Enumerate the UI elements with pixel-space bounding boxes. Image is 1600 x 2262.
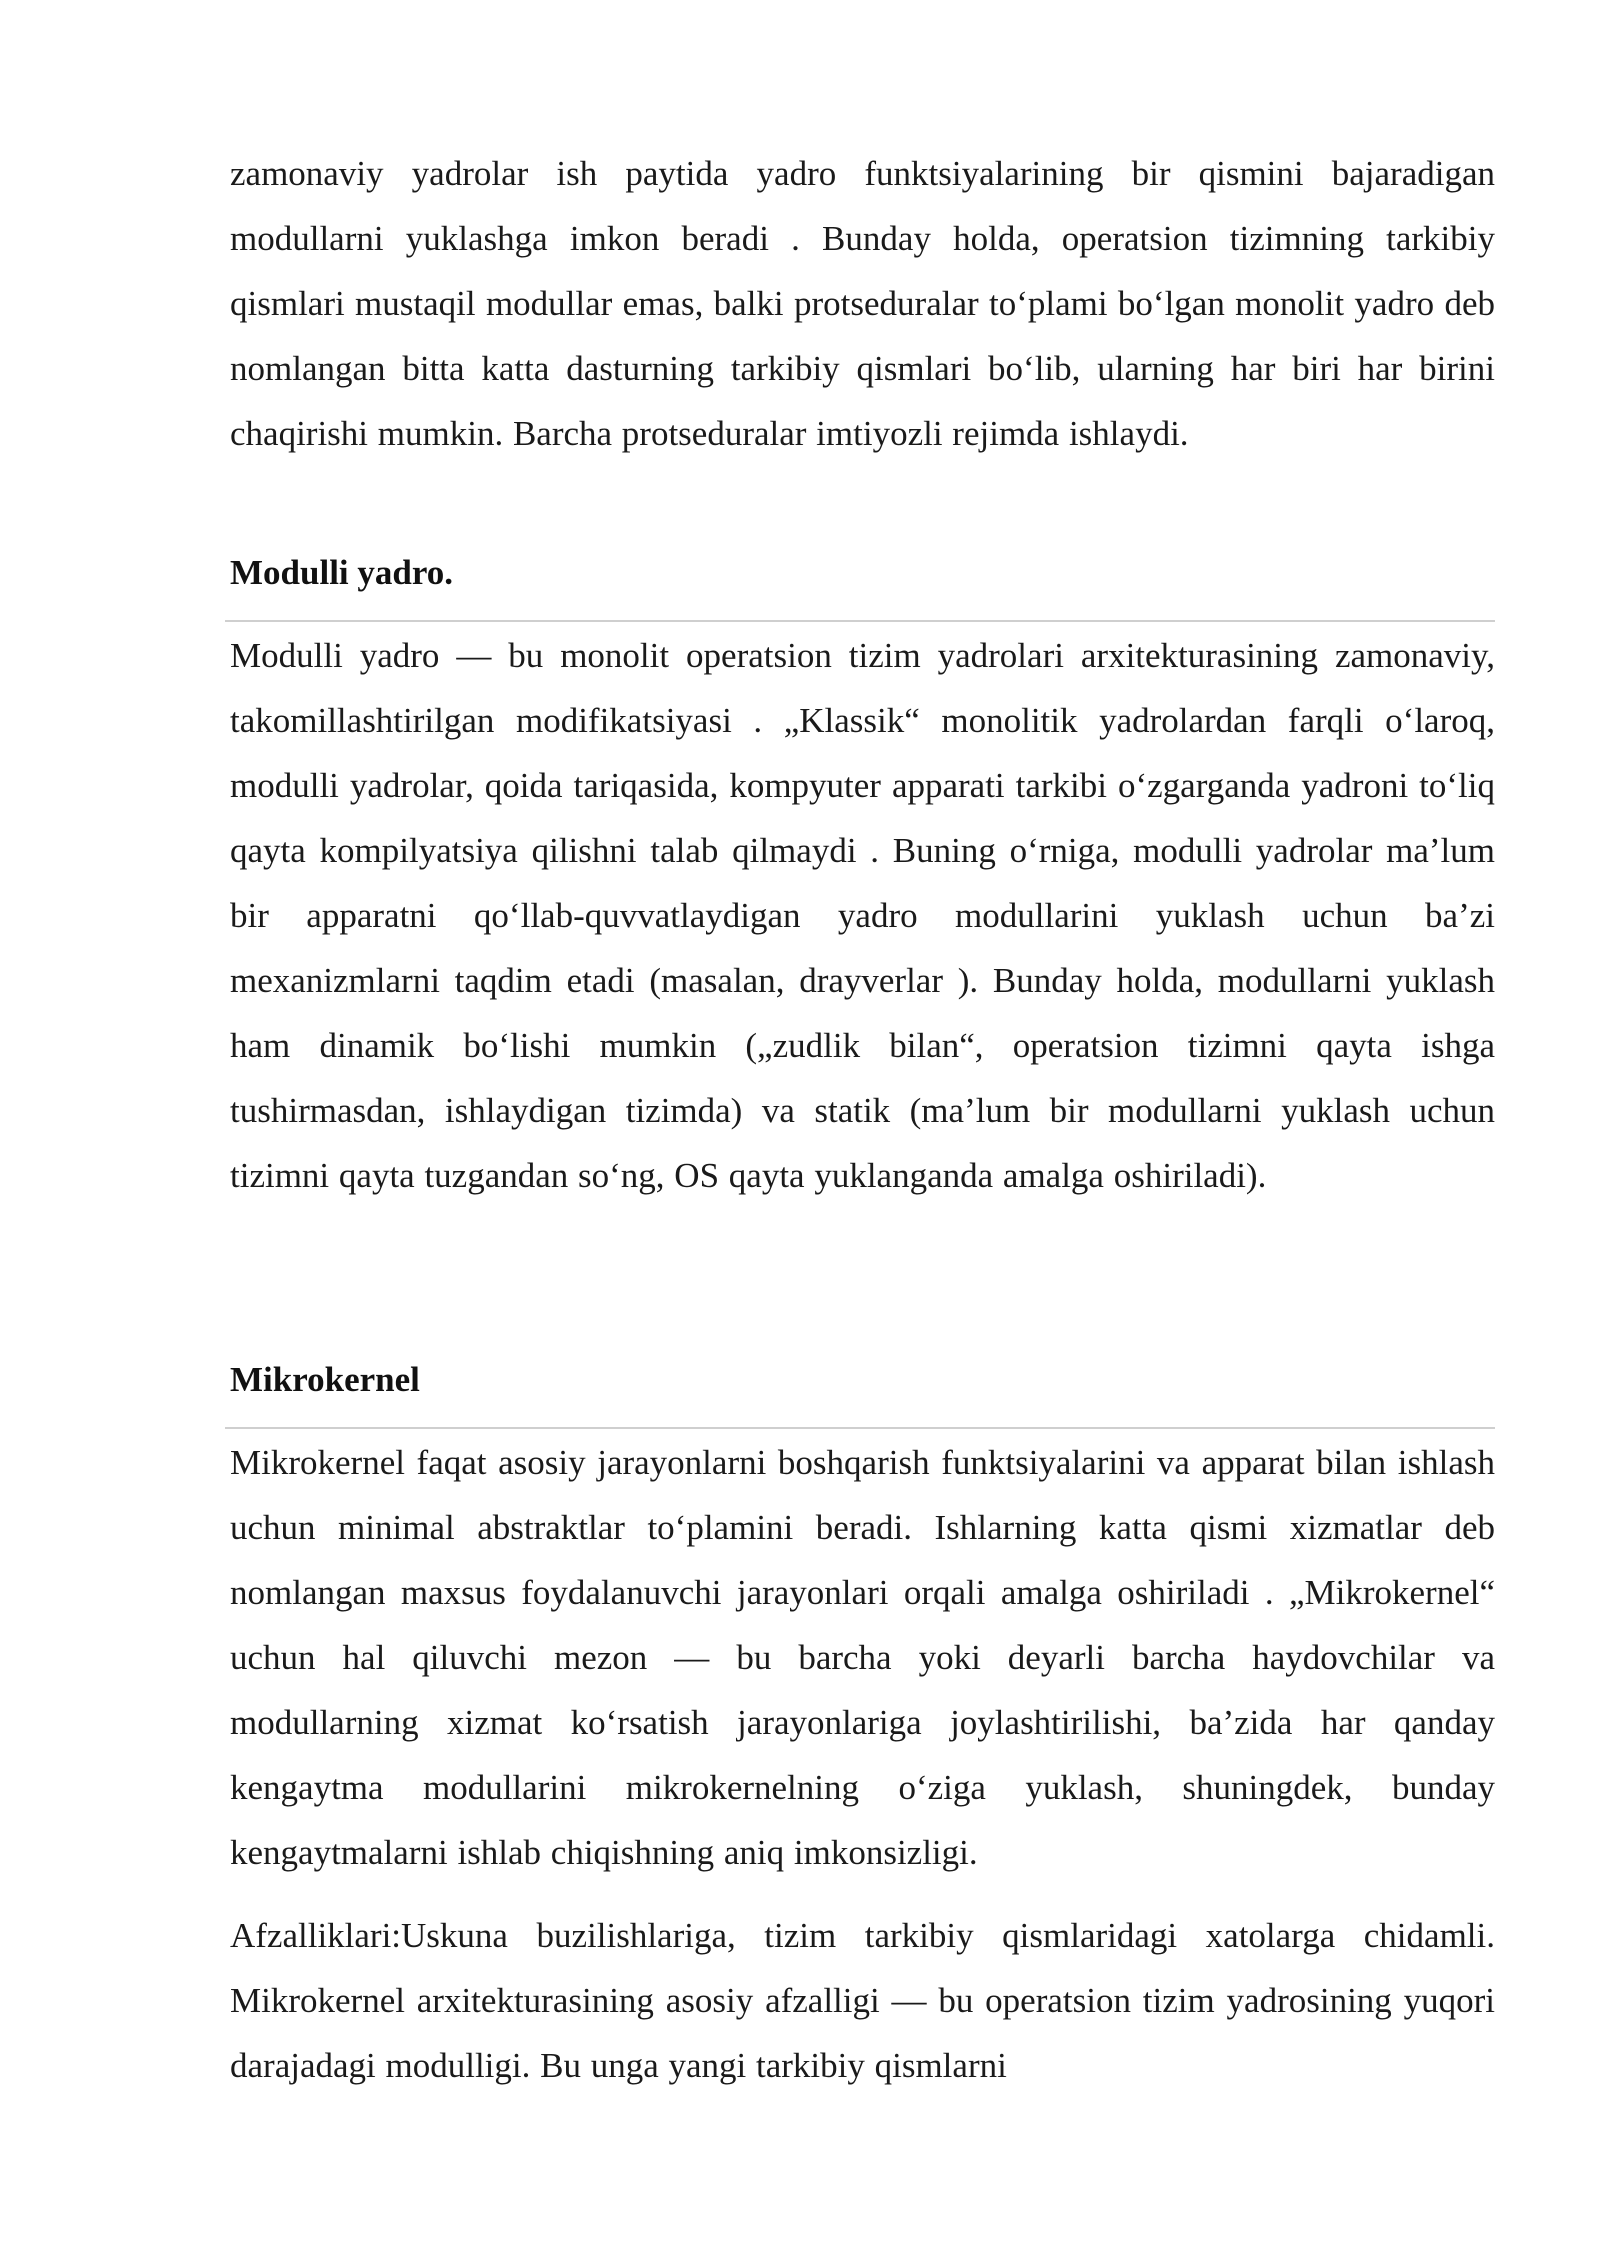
body-paragraph: Mikrokernel faqat asosiy jarayonlarni boshqarish funktsiyalarini va apparat bilan ishlash uchun minimal abstraktlar to‘plamini beradi. Ishlarning katta qismi xizmatlar deb nomlangan maxsus foydalanuvchi jarayonlari orqali amalga oshiriladi . „Mikrokernel“ uchun hal qiluvchi mezon — bu barcha yoki deyarli barcha haydovchilar va modullarning xizmat ko‘rsatish jarayonlariga joylashtirilishi, ba’zida har qanday kengaytma modullarini mikrokernelning o‘ziga yuklash, shuningdek, bunday kengaytmalarni ishlab chiqishning aniq imkonsizligi.: [230, 1443, 1495, 1872]
section-heading-mikrokernel: Mikrokernel: [230, 1360, 420, 1399]
section-heading-modulli-yadro: [230, 540, 453, 605]
body-paragraph: Modulli yadro — bu monolit operatsion tizim yadrolari arxitekturasining zamonaviy, takomillashtirilgan modifikatsiyasi . „Klassik“ monolitik yadrolardan farqli o‘laroq, modulli yadrolar, qoida tariqasida, kompyuter apparati tarkibi o‘zgarganda yadroni to‘liq qayta kompilyatsiya qilishni talab qilmaydi . Buning o‘rniga, modulli yadrolar ma’lum bir apparatni qo‘llab-quvvatlaydigan yadro modullarini yuklash uchun ba’zi mexanizmlarni taqdim etadi (masalan, drayverlar ). Bunday holda, modullarni yuklash ham dinamik bo‘lishi mumkin („zudlik bilan“, operatsion tizimni qayta ishga tushirmasdan, ishlaydigan tizimda) va statik (ma’lum bir modullarni yuklash uchun tizimni qayta tuzgandan so‘ng, OS qayta yuklanganda amalga oshiriladi).: [230, 636, 1495, 1195]
section-divider: [225, 620, 1495, 622]
section-divider: [225, 1427, 1495, 1429]
heading-text: Modulli yadro: [230, 553, 445, 592]
body-paragraph: zamonaviy yadrolar ish paytida yadro funktsiyalarining bir qismini bajaradigan modullarni yuklashga imkon beradi . Bunday holda, operatsion tizimning tarkibiy qismlari mustaqil modullar emas, balki protseduralar to‘plami bo‘lgan monolit yadro deb nomlangan bitta katta dasturning tarkibiy qismlari bo‘lib, ularning har biri har birini chaqirishi mumkin. Barcha protseduralar imtiyozli rejimda ishlaydi.: [230, 154, 1495, 453]
body-paragraph: Afzalliklari:Uskuna buzilishlariga, tizim tarkibiy qismlaridagi xatolarga chidamli. Mikrokernel arxitekturasining asosiy afzalligi — bu operatsion tizim yadrosining yuqori darajadagi modulligi. Bu unga yangi tarkibiy qismlarni: [230, 1916, 1495, 2085]
heading-period: .: [444, 553, 454, 592]
